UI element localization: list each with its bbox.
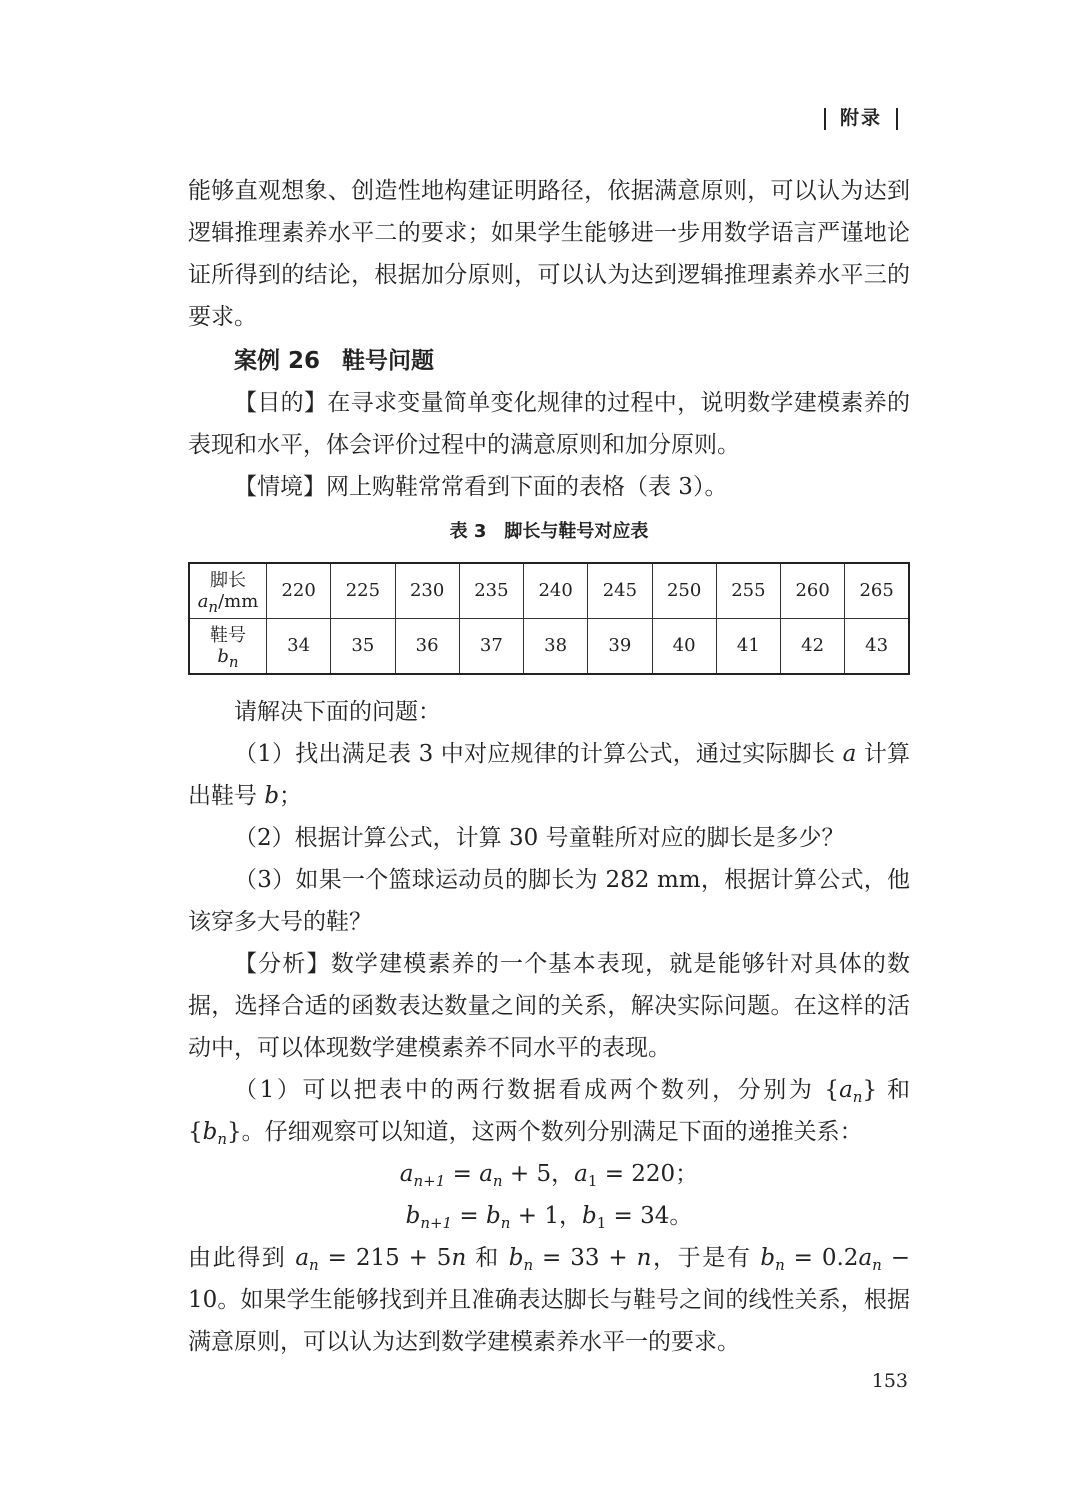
- case-number: 案例 26: [234, 348, 321, 374]
- table-cell: 245: [588, 563, 652, 619]
- paragraph-intro: 能够直观想象、创造性地构建证明路径，依据满意原则，可以认为达到逻辑推理素养水平二的要求；如果学生能够进一步用数学语言严谨地论证所得到的结论，根据加分原则，可以认为达到逻辑推理素养水平三的要求。: [188, 178, 910, 330]
- page-body: [188, 170, 910, 1363]
- page-number: 153: [871, 1370, 908, 1392]
- purpose-text: 在寻求变量简单变化规律的过程中，说明数学建模素养的表现和水平，体会评价过程中的满意原则和加分原则。: [188, 390, 911, 458]
- table-cell: 255: [716, 563, 780, 619]
- analysis-label: 【分析】: [234, 951, 331, 977]
- question-2: （2）根据计算公式，计算 30 号童鞋所对应的脚长是多少？: [234, 825, 845, 851]
- shoe-size-table: [188, 562, 910, 675]
- table-cell: 43: [845, 619, 909, 675]
- table-title: [188, 518, 910, 546]
- table-cell: 35: [331, 619, 395, 675]
- table-cell: 34: [267, 619, 331, 675]
- analysis-point-1: （1）可以把表中的两行数据看成两个数列，分别为 $\{a_n\}$ 和 $\{b_n\}$。仔细观察可以知道，这两个数列分别满足下面的递推关系：: [188, 1077, 911, 1148]
- recurrence-formula-b: $b_{n+1} = b_n + 1$，$b_1 = 34$。: [405, 1203, 693, 1232]
- running-header: [810, 103, 912, 130]
- table-number: 表 3: [449, 521, 487, 542]
- table-cell: 220: [267, 563, 331, 619]
- table-cell: 39: [588, 619, 652, 675]
- table-cell: 260: [781, 563, 845, 619]
- table-cell: 42: [781, 619, 845, 675]
- question-3: （3）如果一个篮球运动员的脚长为 282 mm，根据计算公式，他该穿多大号的鞋？: [188, 867, 910, 935]
- table-row-foot-length: [189, 563, 909, 619]
- table-row-shoe-size: [189, 619, 909, 675]
- table-cell: 230: [395, 563, 459, 619]
- paragraph-ask: 请解决下面的问题：: [234, 699, 441, 725]
- header-bar-right: [896, 108, 898, 130]
- table-caption: 脚长与鞋号对应表: [504, 521, 649, 542]
- row-header-shoe-size: 鞋号 $b_n$: [189, 619, 267, 675]
- table-cell: 38: [524, 619, 588, 675]
- table-cell: 250: [652, 563, 716, 619]
- purpose-label: 【目的】: [234, 390, 328, 416]
- table-cell: 40: [652, 619, 716, 675]
- table-cell: 37: [459, 619, 523, 675]
- table-cell: 240: [524, 563, 588, 619]
- paragraph-situation: [188, 466, 910, 508]
- row-header-foot-length: 脚长 $a_n/mm$: [189, 563, 267, 619]
- table-cell: 225: [331, 563, 395, 619]
- header-bar-left: [824, 108, 826, 130]
- situation-label: 【情境】: [234, 474, 326, 500]
- table-cell: 265: [845, 563, 909, 619]
- paragraph-conclusion: 由此得到 $a_n = 215 + 5n$ 和 $b_n = 33 + n$，于是有 $b_n = 0.2a_n - 10$。如果学生能够找到并且准确表达脚长与鞋号之间的线性关系，根据满意原则，可以认为达到数学建模素养水平一的要求。: [188, 1245, 911, 1355]
- case-name: 鞋号问题: [342, 348, 435, 374]
- table-cell: 41: [716, 619, 780, 675]
- case-title: [188, 340, 910, 382]
- header-section: 附录: [839, 107, 882, 129]
- question-1: （1）找出满足表 3 中对应规律的计算公式，通过实际脚长 a 计算出鞋号 b；: [188, 741, 911, 809]
- recurrence-formula-a: $a_{n+1} = a_n + 5$，$a_1 = 220$；: [399, 1161, 699, 1190]
- paragraph-analysis: [188, 943, 910, 1069]
- analysis-text: 数学建模素养的一个基本表现，就是能够针对具体的数据，选择合适的函数表达数量之间的关系，解决实际问题。在这样的活动中，可以体现数学建模素养不同水平的表现。: [188, 951, 911, 1061]
- situation-text: 网上购鞋常常看到下面的表格（表 3）。: [326, 474, 728, 500]
- table-cell: 235: [459, 563, 523, 619]
- paragraph-purpose: [188, 382, 910, 466]
- table-cell: 36: [395, 619, 459, 675]
